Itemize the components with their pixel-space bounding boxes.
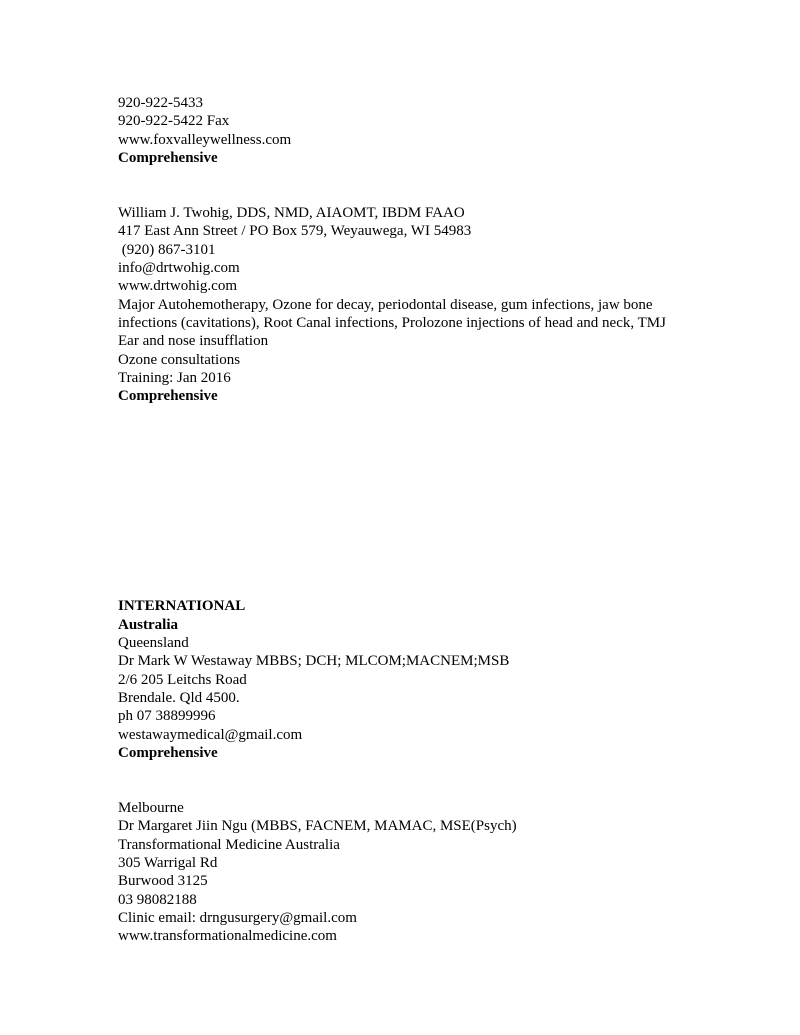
email-text: westawaymedical@gmail.com xyxy=(118,726,303,743)
address-text: Brendale. Qld 4500. xyxy=(118,689,240,706)
consultations-text: Ozone consultations xyxy=(118,351,241,368)
practitioner-name: Dr Margaret Jiin Ngu (MBBS, FACNEM, MAMAC, MSE(Psych) xyxy=(118,818,517,835)
phone-number: ph 07 38899996 xyxy=(118,708,216,725)
address-text: Burwood 3125 xyxy=(118,873,208,890)
fax-number: 920-922-5422 Fax xyxy=(118,113,230,130)
phone-number: 03 98082188 xyxy=(118,891,197,908)
website-text: www.foxvalleywellness.com xyxy=(118,131,292,148)
level-label: Comprehensive xyxy=(118,744,218,761)
practitioner-name: Dr Mark W Westaway MBBS; DCH; MLCOM;MACNEM;MSB xyxy=(118,653,510,670)
address-text: 417 East Ann Street / PO Box 579, Weyauwega, WI 54983 xyxy=(118,223,472,240)
section-international xyxy=(118,597,738,634)
level-label: Comprehensive xyxy=(118,388,218,405)
document-content xyxy=(118,94,738,946)
address-text: 305 Warrigal Rd xyxy=(118,855,218,872)
region-label: Melbourne xyxy=(118,800,184,817)
listing-ngu xyxy=(118,799,738,945)
listing-twohig xyxy=(118,204,738,405)
country-heading: Australia xyxy=(118,616,178,633)
services-line: Major Autohemotherapy, Ozone for decay, periodontal disease, gum infections, jaw bone xyxy=(118,296,653,313)
listing-westaway xyxy=(118,634,738,762)
section-heading: INTERNATIONAL xyxy=(118,598,246,615)
organization-name: Transformational Medicine Australia xyxy=(118,836,340,853)
spacer xyxy=(118,762,738,799)
website-text: www.transformationalmedicine.com xyxy=(118,928,337,945)
services-line: Ear and nose insufflation xyxy=(118,333,269,350)
phone-number: (920) 867-3101 xyxy=(118,241,216,258)
region-label: Queensland xyxy=(118,635,189,652)
website-text: www.drtwohig.com xyxy=(118,278,238,295)
level-label: Comprehensive xyxy=(118,149,218,166)
listing-fox-valley xyxy=(118,94,738,167)
phone-number: 920-922-5433 xyxy=(118,95,203,111)
email-text: Clinic email: drngusurgery@gmail.com xyxy=(118,909,357,926)
email-text: info@drtwohig.com xyxy=(118,260,240,277)
training-text: Training: Jan 2016 xyxy=(118,369,231,386)
practitioner-name: William J. Twohig, DDS, NMD, AIAOMT, IBDM FAAO xyxy=(118,205,465,222)
services-line: infections (cavitations), Root Canal infections, Prolozone injections of head and neck, TMJ xyxy=(118,314,666,331)
spacer xyxy=(118,405,738,597)
address-text: 2/6 205 Leitchs Road xyxy=(118,671,247,688)
spacer xyxy=(118,167,738,204)
